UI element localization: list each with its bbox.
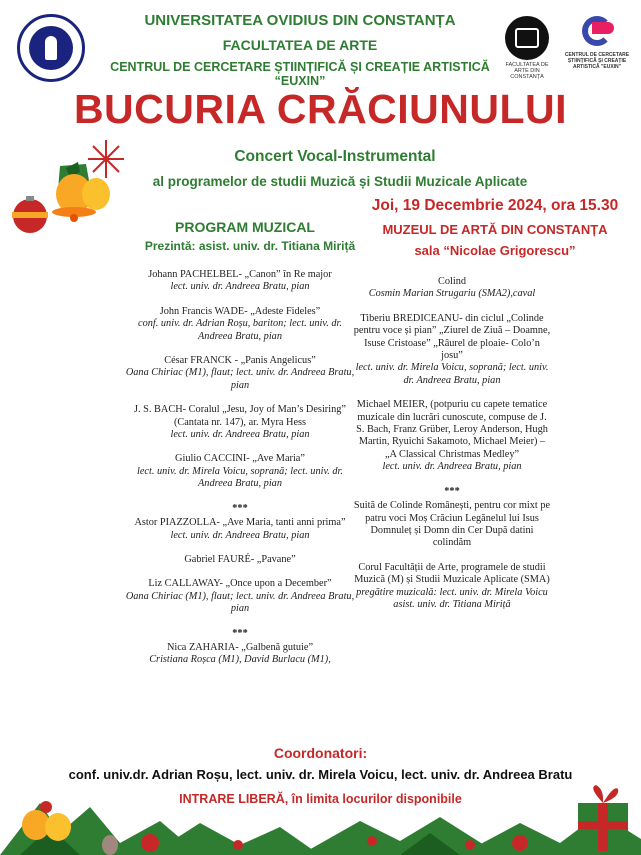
christmas-border-decoration [0, 783, 641, 855]
snowflake-icon [88, 140, 124, 178]
program-item [352, 399, 552, 473]
faculty-logo [503, 16, 551, 80]
performers: conf. univ. dr. Adrian Roșu, bariton; lect. univ. dr. Andreea Bratu, pian [138, 318, 342, 342]
program-right-column [352, 276, 552, 623]
performers: lect. univ. dr. Andreea Bratu, pian [382, 461, 522, 473]
piece-title: John Francis WADE- „Adeste Fideles” [159, 305, 321, 317]
program-item [120, 355, 360, 392]
performers: lect. univ. dr. Andreea Bratu, pian [170, 529, 310, 541]
performers: Cosmin Marian Strugariu (SMA2),caval [368, 288, 536, 300]
event-title: BUCURIA CRĂCIUNULUI [73, 86, 568, 132]
performers: lect. univ. dr. Mirela Voicu, soprană; lect. univ. dr. Andreea Bratu, pian [137, 465, 343, 490]
program-item [352, 562, 552, 612]
event-hall: sala “Nicolae Grigorescu” [414, 243, 576, 258]
piece-title: Gabriel FAURÉ- „Pavane” [184, 553, 296, 565]
piece-title: César FRANCK - „Panis Angelicus” [164, 355, 316, 367]
piece-title: Astor PIAZZOLLA- „Ave Maria, tanti anni prima” [134, 517, 346, 529]
euxin-logo-text: CENTRUL DE CERCETARE ȘTIINȚIFICĂ ȘI CREAȚIE ARTISTICĂ "EUXIN" [564, 52, 630, 70]
coordinators-heading: Coordonatori: [273, 745, 368, 761]
piece-title: Suită de Colinde Românești, pentru cor mixt pe patru voci Moș Crăciun Legănelul lui Isus Domnuleț și Domn din Cer După datini colindăm [353, 500, 551, 549]
piece-title: Michael MEIER, (potpuriu cu capete tematice muzicale din lucrări cunoscute, compuse de J. S. Bach, Franz Grüber, Leroy Anderson, Hugh Martin, Ryuichi Sakamoto, Michael Meier) – „A Classical Christmas Medley” [356, 399, 548, 460]
piece-title: J. S. BACH- Coralul „Jesu, Joy of Man’s Desiring” (Cantata nr. 147), ar. Myra Hess [134, 404, 346, 428]
program-item [120, 269, 360, 294]
performers: pregătire muzicală: lect. univ. dr. Mirela Voicu asist. univ. dr. Titiana Miriță [356, 586, 548, 610]
event-venue: MUZEUL DE ARTĂ DIN CONSTANȚA [382, 222, 608, 237]
program-heading: PROGRAM MUZICAL [175, 219, 315, 235]
piece-title: Nica ZAHARIA- „Galbenă gutuie” [166, 641, 314, 653]
program-item [120, 578, 360, 615]
program-item [120, 642, 360, 667]
faculty-name: FACULTATEA DE ARTE [222, 37, 378, 53]
program-item [120, 306, 360, 343]
program-item [120, 517, 360, 542]
piece-title: Colind [437, 276, 467, 287]
performers: Oana Chiriac (M1), flaut; lect. univ. dr. Andreea Bratu, pian [125, 367, 355, 391]
performers: lect. univ. dr. Mirela Voicu, soprană; lect. univ. dr. Andreea Bratu, pian [355, 362, 549, 386]
separator: *** [444, 485, 460, 497]
study-programs: al programelor de studii Muzică și Studii Muzicale Aplicate [152, 174, 528, 189]
piece-title: Tiberiu BREDICEANU- din ciclul „Colinde pentru voce și pian” „Ziurel de Ziuă – Doamne, Isuse Cristoase” „Râurel de ploaie- Colo’n josu” [353, 312, 551, 362]
program-item [352, 313, 552, 387]
christmas-bells-decoration [8, 138, 128, 238]
coordinators-names: conf. univ.dr. Adrian Roșu, lect. univ. dr. Mirela Voicu, lect. univ. dr. Andreea Bratu [68, 767, 573, 782]
program-item [352, 276, 552, 301]
program-item [120, 453, 360, 490]
piece-title: Johann PACHELBEL- „Canon” în Re major [148, 269, 332, 280]
program-item [120, 554, 360, 566]
performers: Oana Chiriac (M1), flaut; lect. univ. dr. Andreea Bratu, pian [125, 590, 355, 615]
performers: lect. univ. dr. Andreea Bratu, pian [170, 429, 310, 441]
concert-subtitle: Concert Vocal-Instrumental [234, 148, 436, 165]
euxin-logo [560, 12, 634, 70]
separator: *** [232, 502, 248, 514]
presenter: Prezintă: asist. univ. dr. Titiana Miriță [144, 239, 356, 253]
university-logo [17, 14, 85, 82]
piece-title: Liz CALLAWAY- „Once upon a December” [148, 578, 332, 590]
separator: *** [232, 627, 248, 639]
performers: Cristiana Roșca (M1), David Burlacu (M1), [149, 654, 331, 666]
piece-title: Corul Facultății de Arte, programele de studii Muzică (M) și Studii Muzicale Aplicate (SMA) [354, 561, 550, 586]
university-name: UNIVERSITATEA OVIDIUS DIN CONSTANȚA [144, 12, 456, 29]
program-left-column [120, 269, 360, 679]
entry-notice: INTRARE LIBERĂ, în limita locurilor disponibile [179, 792, 462, 806]
event-date: Joi, 19 Decembrie 2024, ora 15.30 [371, 197, 619, 214]
piece-title: Giulio CACCINI- „Ave Maria” [175, 453, 305, 465]
faculty-logo-text: FACULTATEA DE ARTE DIN CONSTANȚA [505, 62, 549, 80]
research-center-name: CENTRUL DE CERCETARE ȘTIINȚIFICĂ ȘI CREAȚIE ARTISTICĂ “EUXIN” [110, 60, 490, 88]
gift-box-icon [578, 785, 628, 851]
program-item [352, 500, 552, 550]
program-item [120, 404, 360, 441]
performers: lect. univ. dr. Andreea Bratu, pian [170, 281, 310, 293]
